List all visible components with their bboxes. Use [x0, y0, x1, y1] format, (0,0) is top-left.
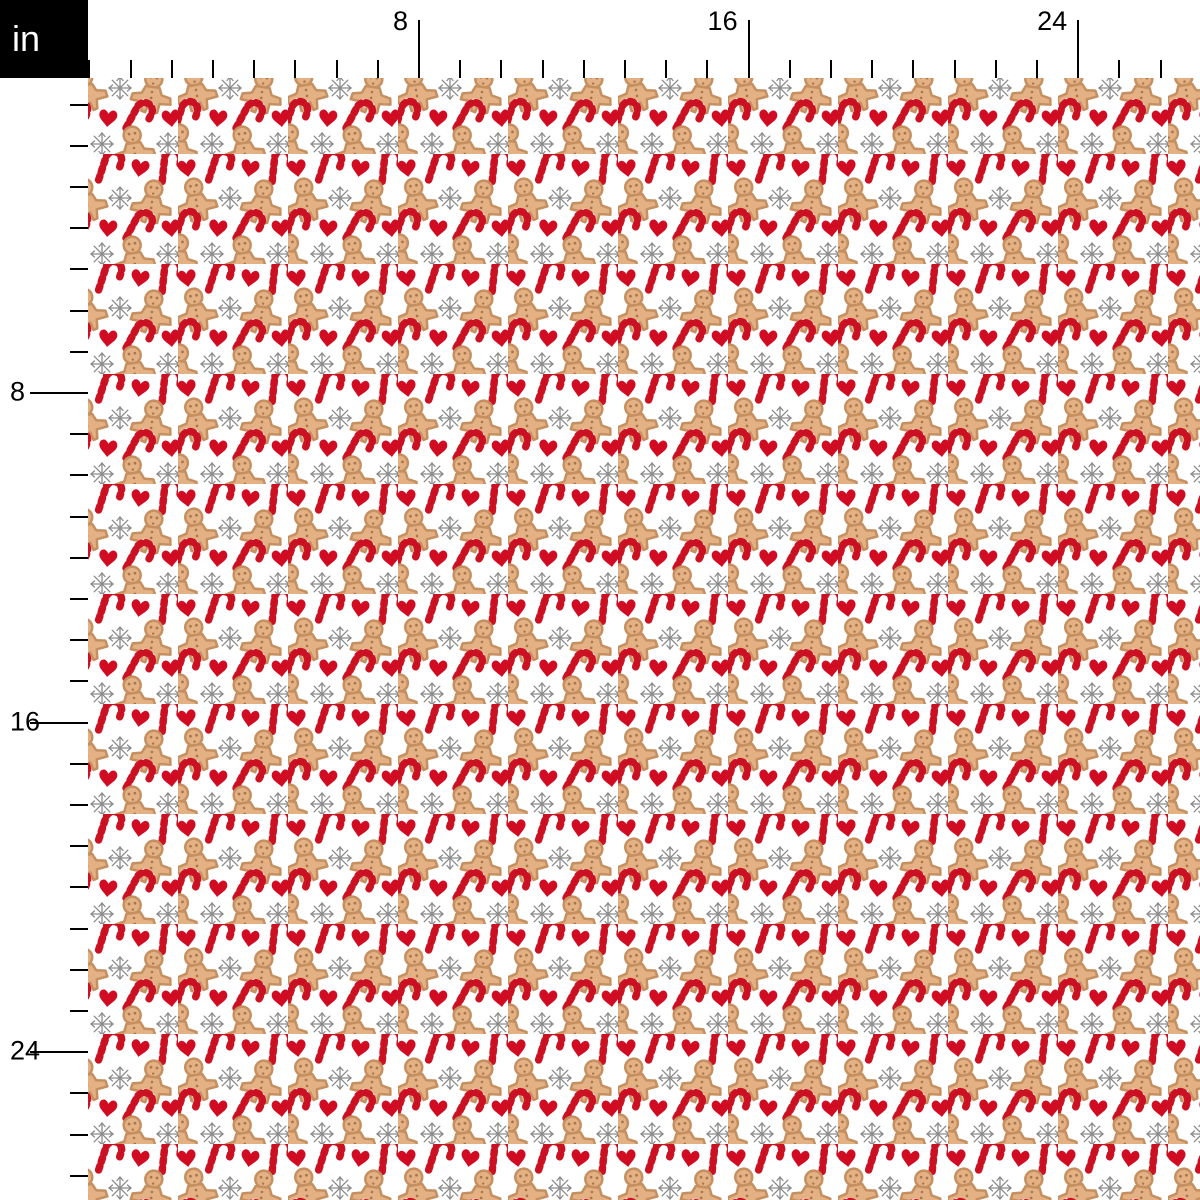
ruler-left-minor-tick	[70, 763, 88, 765]
ruler-top-label: 16	[707, 6, 738, 36]
ruler-left-minor-tick	[70, 557, 88, 559]
ruler-top-minor-tick	[995, 60, 997, 78]
ruler-left-minor-tick	[70, 310, 88, 312]
ruler-left-minor-tick	[70, 186, 88, 188]
ruler-left-minor-tick	[70, 433, 88, 435]
ruler-left-minor-tick	[70, 474, 88, 476]
ruler-top-minor-tick	[706, 60, 708, 78]
pattern-fill	[88, 78, 1200, 1200]
ruler-top-minor-tick	[624, 60, 626, 78]
ruler-top-minor-tick	[1160, 60, 1162, 78]
ruler-top-major-tick	[418, 20, 420, 78]
ruler-top-label: 8	[392, 6, 408, 36]
ruler-left-label: 16	[10, 706, 41, 737]
ruler-top-major-tick	[1077, 20, 1079, 78]
ruler-top-minor-tick	[789, 60, 791, 78]
ruler-left-minor-tick	[70, 680, 88, 682]
ruler-top-minor-tick	[212, 60, 214, 78]
ruler-left-minor-tick	[70, 351, 88, 353]
ruler-top-minor-tick	[583, 60, 585, 78]
ruler-top-minor-tick	[377, 60, 379, 78]
pattern-svg	[88, 78, 1200, 1200]
ruler-top-minor-tick	[871, 60, 873, 78]
ruler-top-minor-tick	[88, 60, 90, 78]
ruler-left-minor-tick	[70, 845, 88, 847]
ruler-top-minor-tick	[542, 60, 544, 78]
ruler-left-minor-tick	[70, 1175, 88, 1177]
ruler-top-minor-tick	[459, 60, 461, 78]
ruler-left-label: 8	[10, 376, 26, 407]
ruler-left-minor-tick	[70, 1134, 88, 1136]
ruler-left-minor-tick	[70, 516, 88, 518]
ruler-left-minor-tick	[70, 145, 88, 147]
ruler-left-minor-tick	[70, 227, 88, 229]
pattern-canvas	[88, 78, 1200, 1200]
ruler-top-minor-tick	[665, 60, 667, 78]
ruler-top-minor-tick	[336, 60, 338, 78]
ruler-left-label: 24	[10, 1035, 41, 1066]
ruler-left-minor-tick	[70, 104, 88, 106]
ruler-top-minor-tick	[500, 60, 502, 78]
ruler-left-minor-tick	[70, 804, 88, 806]
ruler-left-major-tick	[30, 392, 88, 394]
ruler-left-minor-tick	[70, 268, 88, 270]
ruler-top-label: 24	[1037, 6, 1068, 36]
ruler-left-minor-tick	[70, 1010, 88, 1012]
ruler-top-minor-tick	[830, 60, 832, 78]
ruler-top	[88, 0, 1200, 78]
ruler-top-minor-tick	[253, 60, 255, 78]
ruler-top-minor-tick	[171, 60, 173, 78]
ruler-left-minor-tick	[70, 886, 88, 888]
ruler-unit-label: in	[12, 18, 41, 59]
ruler-top-minor-tick	[130, 60, 132, 78]
ruler-left-minor-tick	[70, 928, 88, 930]
ruler-top-minor-tick	[294, 60, 296, 78]
ruler-top-major-tick	[748, 20, 750, 78]
ruler-left	[0, 78, 88, 1200]
ruler-top-minor-tick	[1118, 60, 1120, 78]
ruler-top-minor-tick	[954, 60, 956, 78]
ruler-left-minor-tick	[70, 639, 88, 641]
ruler-unit-badge	[0, 0, 88, 78]
ruler-top-minor-tick	[912, 60, 914, 78]
ruler-left-minor-tick	[70, 598, 88, 600]
ruler-left-minor-tick	[70, 1092, 88, 1094]
ruler-left-minor-tick	[70, 969, 88, 971]
ruler-top-minor-tick	[1036, 60, 1038, 78]
